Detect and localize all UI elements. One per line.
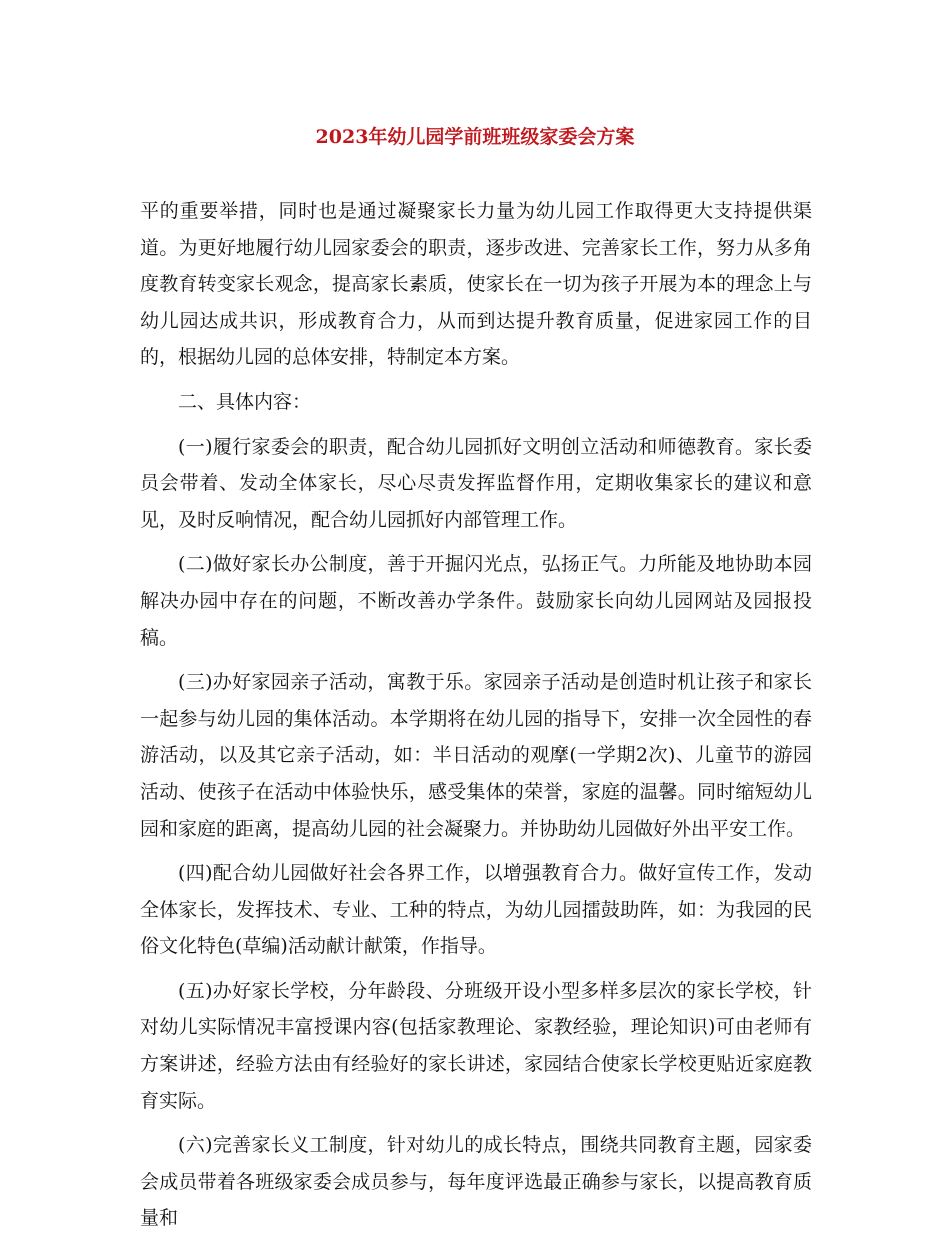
paragraph-item-3: (三)办好家园亲子活动，寓教于乐。家园亲子活动是创造时机让孩子和家长一起参与幼儿园的集体活动。本学期将在幼儿园的指导下，安排一次全园性的春游活动，以及其它亲子活动，如：半日活动的观摩(一学期2次)、儿童节的游园活动、使孩子在活动中体验快乐，感受集体的荣誉，家庭的温馨。同时缩短幼儿园和家庭的距离，提高幼儿园的社会凝聚力。并协助幼儿园做好外出平安工作。 xyxy=(140,671,812,840)
paragraph-item-5: (五)办好家长学校，分年龄段、分班级开设小型多样多层次的家长学校，针对幼儿实际情况丰富授课内容(包括家教理论、家教经验，理论知识)可由老师有方案讲述，经验方法由有经验好的家长讲述，家园结合使家长学校更贴近家庭教育实际。 xyxy=(140,979,812,1112)
document-body xyxy=(140,193,812,1245)
paragraph-item-1: (一)履行家委会的职责，配合幼儿园抓好文明创立活动和师德教育。家长委员会带着、发动全体家长，尽心尽责发挥监督作用，定期收集家长的建议和意见，及时反响情况，配合幼儿园抓好内部管理工作。 xyxy=(140,435,812,531)
paragraph-item-2: (二)做好家长办公制度，善于开掘闪光点，弘扬正气。力所能及地协助本园解决办园中存在的问题，不断改善办学条件。鼓励家长向幼儿园网站及园报投稿。 xyxy=(140,553,812,649)
paragraph-item-6: (六)完善家长义工制度，针对幼儿的成长特点，围绕共同教育主题，园家委会成员带着各班级家委会成员参与，每年度评选最正确参与家长，以提高教育质量和 xyxy=(140,1134,812,1230)
document-title: 2023年幼儿园学前班班级家委会方案 xyxy=(315,126,635,148)
paragraph-intro-continued: 平的重要举措，同时也是通过凝聚家长力量为幼儿园工作取得更大支持提供渠道。为更好地履行幼儿园家委会的职责，逐步改进、完善家长工作，努力从多角度教育转变家长观念，提高家长素质，使家长在一切为孩子开展为本的理念上与幼儿园达成共识，形成教育合力，从而到达提升教育质量，促进家园工作的目的，根据幼儿园的总体安排，特制定本方案。 xyxy=(140,200,812,369)
section-heading-specific-content: 二、具体内容： xyxy=(178,390,312,413)
paragraph-item-4: (四)配合幼儿园做好社会各界工作，以增强教育合力。做好宣传工作，发动全体家长，发挥技术、专业、工种的特点，为幼儿园擂鼓助阵，如：为我园的民俗文化特色(草编)活动献计献策，作指导。 xyxy=(140,862,812,958)
